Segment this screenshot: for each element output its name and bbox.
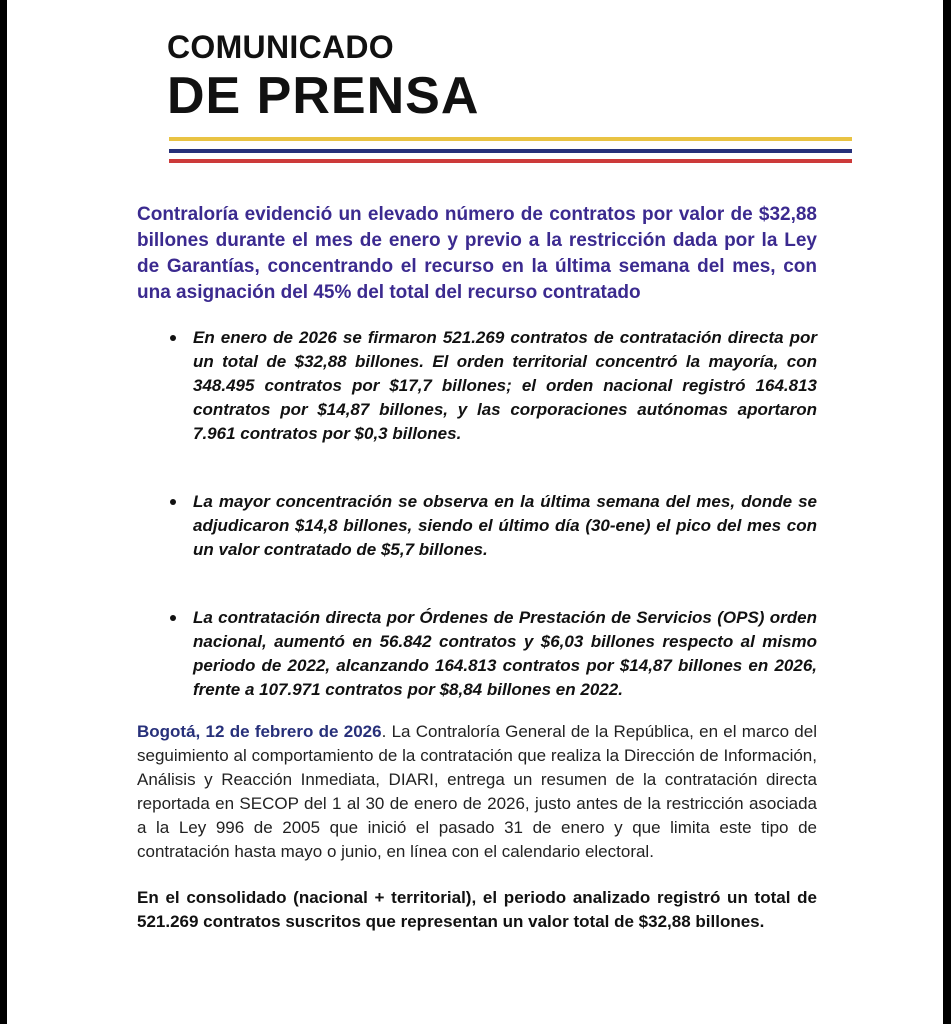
key-point-item [137, 490, 817, 562]
place-date: Bogotá, 12 de febrero de 2026 [137, 722, 382, 741]
key-point-item [137, 606, 817, 702]
bullet-dot-icon [170, 615, 176, 621]
title-line-comunicado: COMUNICADO [167, 29, 394, 65]
flag-stripe-blue [169, 149, 852, 153]
press-release-page [7, 0, 943, 1024]
title-line-de-prensa: DE PRENSA [167, 67, 480, 125]
bullet-dot-icon [170, 499, 176, 505]
bullet-dot-icon [170, 335, 176, 341]
headline: Contraloría evidenció un elevado número de contratos por valor de $32,88 billones durante el mes de enero y previo a la restricción dada por la Ley de Garantías, concentrando el recurso en la última semana del mes, con una asignación del 45% del total del recurso contratado [137, 204, 817, 303]
key-point-text: En enero de 2026 se firmaron 521.269 contratos de contratación directa por un total de $32,88 billones. El orden territorial concentró la mayoría, con 348.495 contratos por $17,7 billones; el orden nacional registró 164.813 contratos por $14,87 billones, y las corporaciones autónomas aportaron 7.961 contratos por $0,3 billones. [193, 328, 817, 443]
key-point-text: La mayor concentración se observa en la última semana del mes, donde se adjudicaron $14,8 billones, siendo el último día (30-ene) el pico del mes con un valor contratado de $5,7 billones. [193, 492, 817, 559]
key-point-text: La contratación directa por Órdenes de Prestación de Servicios (OPS) orden nacional, aumentó en 56.842 contratos y $6,03 billones respecto al mismo periodo de 2022, alcanzando 164.813 contratos por $14,87 billones en 2026, frente a 107.971 contratos por $8,84 billones en 2022. [193, 608, 817, 699]
summary-paragraph: En el consolidado (nacional + territorial), el periodo analizado registró un total de 521.269 contratos suscritos que representan un valor total de $32,88 billones. [137, 888, 817, 931]
press-release-header [167, 30, 479, 124]
flag-stripe-red [169, 159, 852, 163]
key-point-item [137, 326, 817, 446]
body-paragraph [137, 720, 817, 864]
press-release-content [137, 202, 817, 934]
key-points-list [137, 326, 817, 702]
body-paragraph-text: . La Contraloría General de la República, en el marco del seguimiento al comportamiento de la contratación que realiza la Dirección de Información, Análisis y Reacción Inmediata, DIARI, entrega un resumen de la contratación directa reportada en SECOP del 1 al 30 de enero de 2026, justo antes de la restricción asociada a la Ley 996 de 2005 que inició el pasado 31 de enero y que limita este tipo de contratación hasta mayo o junio, en línea con el calendario electoral. [137, 722, 817, 861]
flag-stripe-yellow [169, 137, 852, 141]
